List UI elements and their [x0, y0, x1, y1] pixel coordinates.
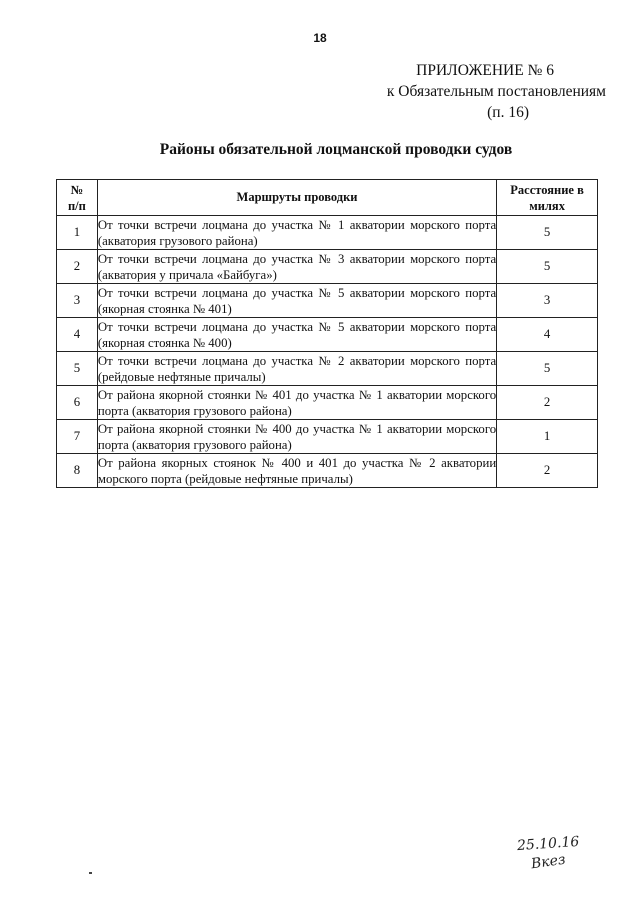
row-num: 6	[57, 386, 98, 420]
row-distance: 4	[497, 318, 598, 352]
header-num-line2: п/п	[67, 198, 86, 213]
table-row	[57, 250, 598, 284]
row-route: От точки встречи лоцмана до участка № 3 акватории морского порта (акватория у причала «Байбуга»)	[97, 251, 497, 282]
row-num: 8	[57, 454, 98, 488]
header-distance-line1: Расстояние в	[510, 182, 584, 197]
header-route: Маршруты проводки	[97, 180, 496, 216]
table-row	[57, 216, 598, 250]
appendix-reference: (п. 16)	[487, 104, 529, 121]
row-distance: 5	[497, 250, 598, 284]
row-num: 5	[57, 352, 98, 386]
row-num: 1	[57, 216, 98, 250]
row-route: От района якорной стоянки № 401 до участка № 1 акватории морского порта (акватория грузового района)	[97, 387, 497, 418]
scan-speck	[89, 872, 92, 874]
table-header-row	[57, 180, 598, 216]
row-route: От точки встречи лоцмана до участка № 5 акватории морского порта (якорная стоянка № 400)	[97, 319, 497, 350]
header-distance	[497, 180, 598, 216]
row-route: От точки встречи лоцмана до участка № 5 акватории морского порта (якорная стоянка № 401)	[97, 285, 497, 316]
appendix-block	[346, 60, 606, 123]
row-distance: 2	[497, 386, 598, 420]
header-num-line1: №	[70, 182, 84, 197]
table-row	[57, 352, 598, 386]
row-distance: 2	[497, 454, 598, 488]
row-route: От района якорной стоянки № 400 до участка № 1 акватории морского порта (акватория грузового района)	[97, 421, 497, 452]
row-route: От точки встречи лоцмана до участка № 2 акватории морского порта (рейдовые нефтяные причалы)	[97, 353, 497, 384]
row-num: 4	[57, 318, 98, 352]
row-route: От точки встречи лоцмана до участка № 1 акватории морского порта (акватория грузового района)	[97, 217, 497, 248]
handwritten-initials: Вкез	[530, 851, 567, 873]
row-distance: 3	[497, 284, 598, 318]
document-title: Районы обязательной лоцманской проводки судов	[159, 141, 513, 158]
appendix-title: ПРИЛОЖЕНИЕ № 6	[416, 62, 554, 79]
header-distance-line2: милях	[529, 198, 565, 213]
routes-table	[56, 179, 598, 488]
row-num: 2	[57, 250, 98, 284]
table-row	[57, 454, 598, 488]
table-row	[57, 386, 598, 420]
row-route: От района якорных стоянок № 400 и 401 до участка № 2 акватории морского порта (рейдовые нефтяные причалы)	[97, 455, 497, 486]
row-num: 7	[57, 420, 98, 454]
row-distance: 1	[497, 420, 598, 454]
row-distance: 5	[497, 216, 598, 250]
header-num	[57, 180, 98, 216]
table-row	[57, 284, 598, 318]
row-distance: 5	[497, 352, 598, 386]
handwritten-note	[516, 833, 580, 873]
table-row	[57, 420, 598, 454]
table-row	[57, 318, 598, 352]
handwritten-date: 25.10.16	[516, 833, 580, 855]
appendix-subtitle: к Обязательным постановлениям	[386, 83, 606, 100]
page-number: 18	[313, 31, 327, 45]
row-num: 3	[57, 284, 98, 318]
